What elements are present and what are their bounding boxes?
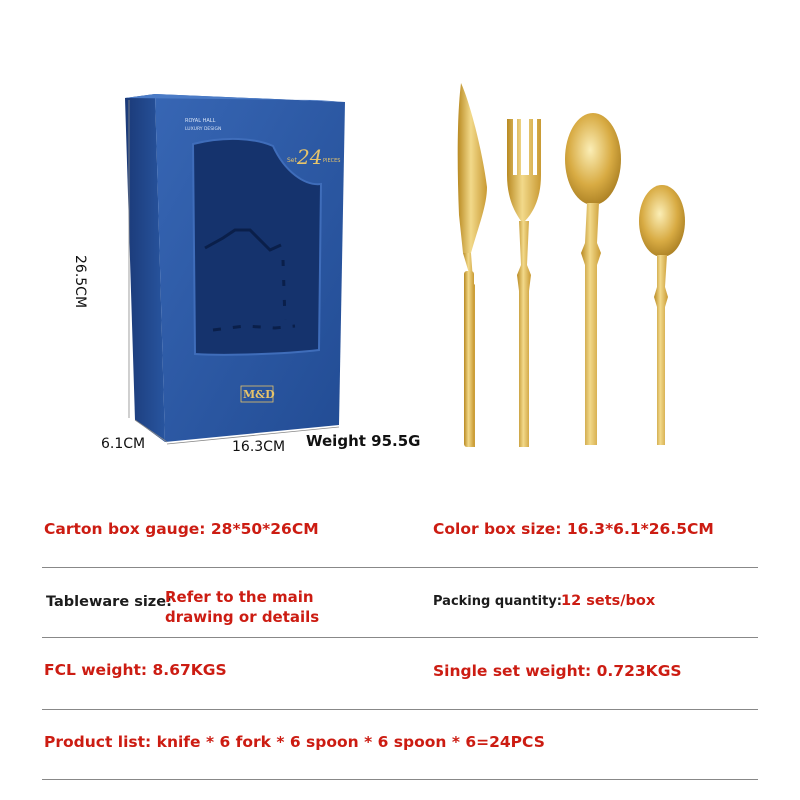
box-pieces-number: 24 — [297, 145, 323, 169]
divider — [42, 779, 758, 780]
product-list-text: Product list: knife * 6 fork * 6 spoon * 6 spoon * 6=24PCS — [44, 733, 545, 751]
tableware-size-label: Tableware size: — [46, 594, 172, 610]
knife-icon — [458, 83, 487, 447]
box-depth-label: 6.1CM — [101, 436, 146, 452]
gift-box-illustration — [95, 80, 365, 460]
single-set-weight-text: Single set weight: 0.723KGS — [433, 662, 682, 680]
box-pieces-prefix: Set — [287, 157, 297, 164]
color-box-size-text: Color box size: 16.3*6.1*26.5CM — [433, 520, 714, 538]
box-pieces-suffix: PIECES — [323, 158, 341, 164]
packing-quantity-value: 12 sets/box — [561, 593, 656, 609]
box-brand-line2: LUXURY DESIGN — [185, 127, 222, 132]
box-brand-line1: ROYAL HALL — [185, 118, 216, 124]
box-height-label: 26.5CM — [72, 255, 88, 309]
weight-label: Weight 95.5G — [306, 432, 421, 450]
fork-icon — [507, 119, 541, 447]
cutlery-illustration — [445, 75, 705, 455]
box-width-label: 16.3CM — [232, 439, 286, 455]
tableware-size-value-line1: Refer to the main — [165, 588, 314, 606]
teaspoon-icon — [639, 185, 685, 445]
packing-quantity-label: Packing quantity: — [433, 594, 562, 609]
box-logo: M&D — [243, 388, 275, 401]
divider — [42, 709, 758, 710]
tableware-size-value-line2: drawing or details — [165, 608, 320, 626]
divider — [42, 637, 758, 638]
divider — [42, 567, 758, 568]
tablespoon-icon — [565, 113, 621, 445]
fcl-weight-text: FCL weight: 8.67KGS — [44, 661, 227, 679]
carton-gauge-text: Carton box gauge: 28*50*26CM — [44, 520, 319, 538]
